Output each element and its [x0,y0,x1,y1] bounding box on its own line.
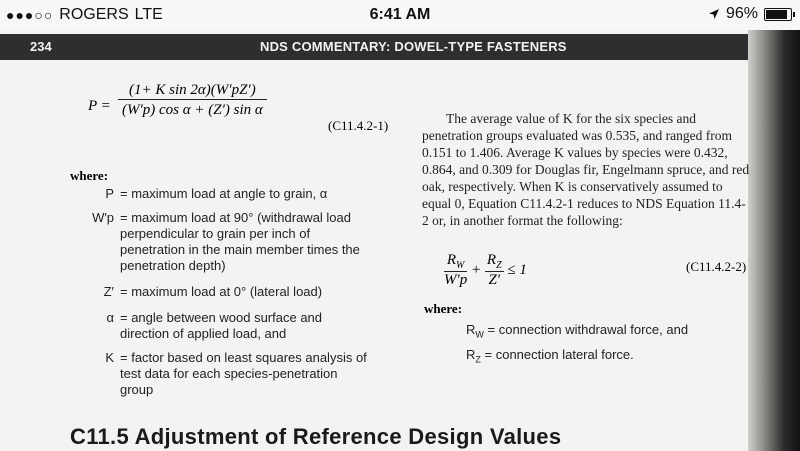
page-binding-edge [748,30,800,451]
page-number: 234 [30,39,52,54]
definition-text: = connection withdrawal force, and [487,322,689,337]
network-type: LTE [134,6,163,23]
definition-text: = maximum load at 0° (lateral load) [120,284,323,299]
equation2-relation: ≤ 1 [507,262,527,278]
definition-symbol-sub: W [475,329,484,340]
page-header [0,34,770,60]
equation2-label: (C11.4.2-2) [686,259,747,274]
signal-strength-icon: ●●●○○ [6,7,54,23]
definition-symbol: P [105,186,114,201]
body-paragraph: The average value of K for the six species and penetration groups evaluated was 0.535, and ranged from 0.151 to 1.406. Average K values by species were 0.432, 0.864, and 0.309 for Douglas fir, Engelmann spruce, and red oak, respectively. When K is conservatively assumed to equal 0, Equation C11.4.2-1 reduces to NDS Equation 11.4-2 or, in another format the following: [422,111,750,228]
equation2-term2-sub: Z [496,260,502,271]
equation2-term1-num: R [446,252,457,268]
status-time: 6:41 AM [369,6,431,23]
equation2-term1-den: W′p [444,272,468,288]
equation2-term2 [485,252,504,289]
equation2-plus: + [471,262,482,278]
location-arrow-icon [708,8,720,20]
battery-icon [764,8,792,21]
equation1-lhs: P = [88,98,111,114]
equation2-term2-num: R [486,252,497,268]
equation1-numerator: (1+ K sin 2α)(W′pZ′) [118,82,267,100]
section-heading: C11.5 Adjustment of Reference Design Values [70,424,562,449]
carrier-name: ROGERS [59,6,129,23]
equation-c11-4-2-2 [444,252,527,289]
definition-text: = angle between wood surface and direction of applied load, and [120,310,323,341]
equation2-term1-sub: W [456,260,465,271]
definition-symbol: α [106,310,114,325]
definition-rz [466,347,634,365]
definition-symbol-sub: Z [475,354,481,365]
battery-percent: 96% [725,5,758,22]
equation1-fraction [118,82,267,119]
battery-fill [766,10,787,19]
definition-symbol: W′p [92,210,114,225]
definition-text: = connection lateral force. [484,347,634,362]
where-heading-2: where: [424,301,463,316]
equation1-denominator: (W′p) cos α + (Z′) sin α [122,102,263,118]
definition-text: = factor based on least squares analysis of test data for each species-penetration group [120,350,367,397]
definition-symbol: Z′ [103,284,114,299]
equation2-term1 [444,252,467,289]
definition-rw [466,322,688,340]
equation2-term2-den: Z′ [488,272,501,288]
definition-text: = maximum load at 90° (withdrawal load perpendicular to grain per inch of penetration in the main member times the penetration depth) [120,210,360,273]
where-heading-1: where: [70,168,109,183]
definition-symbol: R [466,322,476,337]
definition-text: = maximum load at angle to grain, α [120,186,328,201]
page-header-title: NDS COMMENTARY: DOWEL-TYPE FASTENERS [260,39,567,54]
equation1-label: (C11.4.2-1) [328,118,389,133]
status-right [708,5,792,23]
status-bar [0,0,800,30]
definition-symbol: R [466,347,476,362]
definition-symbol: K [105,350,114,365]
